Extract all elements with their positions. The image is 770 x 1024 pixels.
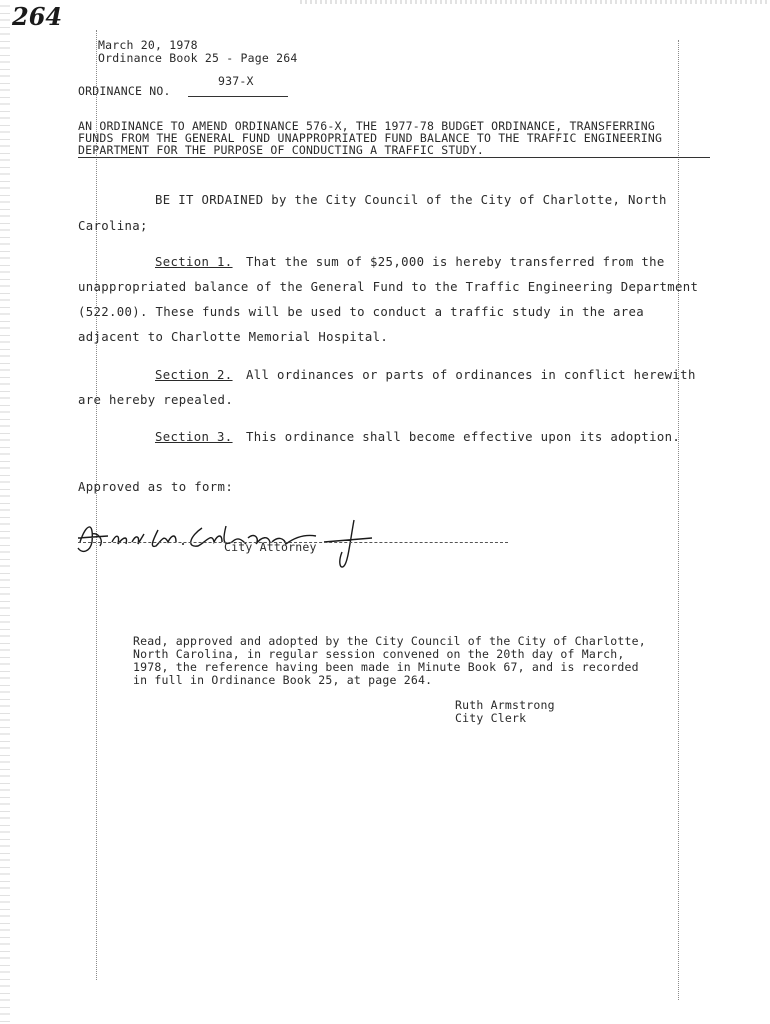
header-date: March 20, 1978 — [98, 38, 198, 52]
clerk-name: Ruth Armstrong — [455, 698, 555, 712]
ordinance-title-line-3: DEPARTMENT FOR THE PURPOSE OF CONDUCTING A TRAFFIC STUDY. — [78, 143, 485, 157]
ordinance-title-line-2: FUNDS FROM THE GENERAL FUND UNAPPROPRIATED FUND BALANCE TO THE TRAFFIC ENGINEERING — [78, 131, 663, 145]
certification-line-4: in full in Ordinance Book 25, at page 264. — [133, 673, 433, 687]
section-2-line-1: All ordinances or parts of ordinances in conflict herewith — [246, 368, 696, 382]
section-1-line-3: (522.00). These funds will be used to conduct a traffic study in the area — [78, 305, 644, 319]
section-1-label: Section 1. — [155, 255, 233, 269]
section-3-label: Section 3. — [155, 430, 233, 444]
scan-edge-top — [300, 0, 770, 4]
city-attorney-title: City Attorney — [224, 540, 317, 554]
section-2-line-2: are hereby repealed. — [78, 393, 234, 407]
certification-line-2: North Carolina, in regular session convened on the 20th day of March, — [133, 647, 625, 661]
section-1-line-2: unappropriated balance of the General Fund to the Traffic Engineering Department — [78, 280, 699, 294]
header-book-page: Ordinance Book 25 - Page 264 — [98, 51, 298, 65]
ordinance-label: ORDINANCE NO. — [78, 84, 171, 98]
section-1-line-1: That the sum of $25,000 is hereby transferred from the — [246, 255, 665, 269]
ordinance-number-rule — [188, 96, 288, 97]
ordinance-title-line-1: AN ORDINANCE TO AMEND ORDINANCE 576-X, THE 1977-78 BUDGET ORDINANCE, TRANSFERRING — [78, 119, 656, 133]
section-1-line-4: adjacent to Charlotte Memorial Hospital. — [78, 330, 389, 344]
title-underline — [78, 157, 710, 158]
handwritten-page-number: 264 — [12, 2, 63, 31]
scan-edge-left — [0, 0, 10, 1024]
margin-line-left — [96, 30, 97, 980]
margin-line-right — [678, 40, 679, 1000]
section-3-line-1: This ordinance shall become effective upon its adoption. — [246, 430, 681, 444]
ordained-line-1: BE IT ORDAINED by the City Council of the City of Charlotte, North — [155, 193, 667, 207]
section-2-label: Section 2. — [155, 368, 233, 382]
certification-line-3: 1978, the reference having been made in Minute Book 67, and is recorded — [133, 660, 639, 674]
ordained-line-2: Carolina; — [78, 219, 148, 233]
certification-line-1: Read, approved and adopted by the City Council of the City of Charlotte, — [133, 634, 646, 648]
clerk-title: City Clerk — [455, 711, 527, 725]
approved-as-to-form: Approved as to form: — [78, 480, 234, 494]
ordinance-number: 937-X — [218, 74, 254, 88]
